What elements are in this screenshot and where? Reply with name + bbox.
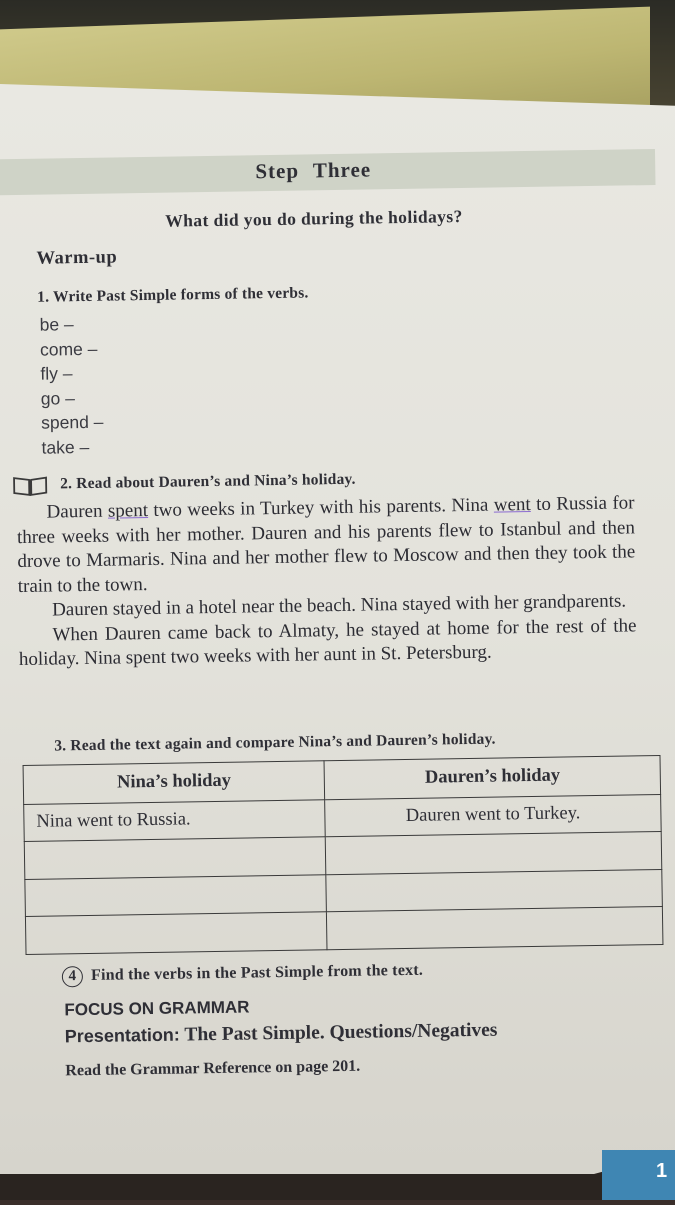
presentation-label: Presentation:	[65, 1025, 180, 1047]
table-cell	[326, 869, 662, 912]
open-book-icon	[12, 475, 48, 498]
header-daurens-holiday: Dauren’s holiday	[324, 755, 660, 799]
lesson-subtitle: What did you do during the holidays?	[0, 203, 634, 234]
step-title: Step Three	[0, 153, 633, 188]
presentation-title: The Past Simple. Questions/Negatives	[180, 1020, 498, 1046]
comparison-table	[23, 755, 664, 955]
paragraph-3: When Dauren came back to Almaty, he stayed at home for the rest of the holiday. Nina spent two weeks with her aunt in St. Petersburg.	[18, 614, 637, 673]
reading-text	[16, 491, 637, 672]
task-2-instruction: 2. Read about Dauren’s and Nina’s holiday.	[60, 471, 356, 494]
paragraph-2: Dauren stayed in a hotel near the beach. Nina stayed with her grandparents.	[18, 589, 636, 623]
verb-item: come –	[40, 338, 103, 363]
table-cell	[24, 837, 326, 879]
page-number: 1	[656, 1160, 667, 1183]
grammar-reference: Read the Grammar Reference on page 201.	[65, 1058, 360, 1081]
verb-item: fly –	[40, 363, 103, 388]
table-cell: Dauren went to Turkey.	[325, 794, 661, 837]
table-cell	[327, 907, 663, 950]
header-ninas-holiday: Nina’s holiday	[23, 761, 325, 804]
warm-up-heading: Warm-up	[36, 247, 117, 269]
underlined-word: spent	[108, 500, 148, 522]
focus-on-grammar: FOCUS ON GRAMMAR	[64, 997, 249, 1020]
underlined-word: went	[494, 494, 531, 516]
verb-list	[39, 314, 104, 462]
verb-item: spend –	[41, 412, 104, 437]
table-cell	[25, 912, 327, 954]
verb-item: take –	[41, 436, 104, 461]
task-4-instruction: 4 Find the verbs in the Past Simple from the text.	[62, 961, 423, 988]
task-3-instruction: 3. Read the text again and compare Nina’s and Dauren’s holiday.	[54, 731, 496, 756]
table-cell: Nina went to Russia.	[24, 799, 326, 841]
verb-item: be –	[39, 314, 102, 339]
table-cell	[326, 832, 662, 875]
presentation-line	[65, 1020, 498, 1049]
table-cell	[25, 875, 327, 917]
task-4-number: 4	[62, 966, 83, 987]
task-1-instruction: 1. Write Past Simple forms of the verbs.	[37, 284, 309, 306]
paragraph-1: Dauren spent two weeks in Turkey with his parents. Nina went to Russia for three weeks with her mother. Dauren and his parents flew to Istanbul and then drove to Marmaris. Nina and her mother flew to Moscow and then they took the train to the town.	[16, 491, 635, 599]
verb-item: go –	[41, 387, 104, 412]
